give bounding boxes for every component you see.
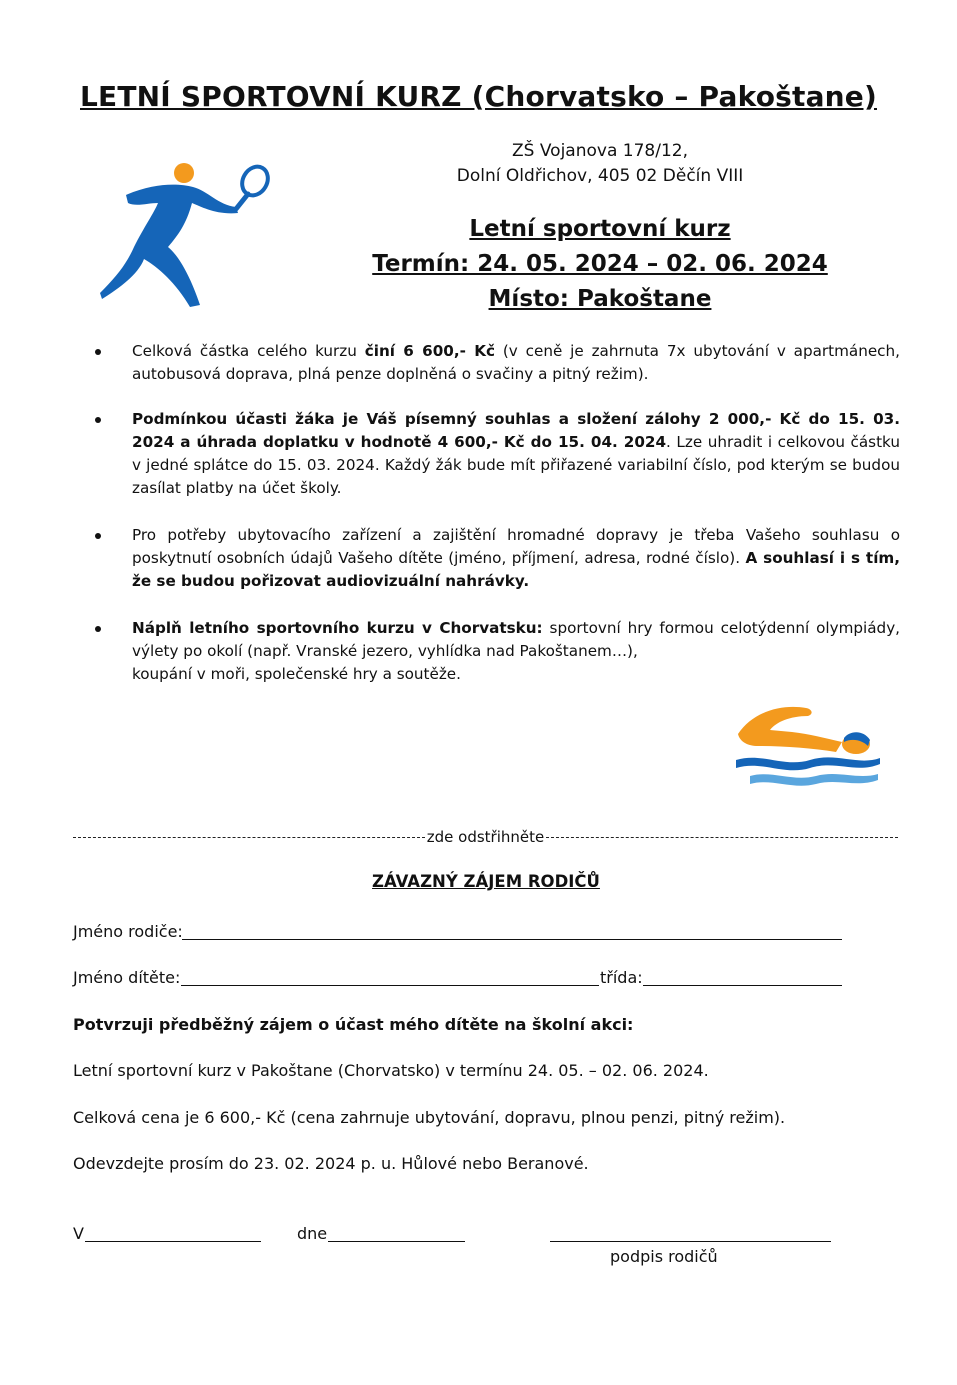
event-name: Letní sportovní kurz (469, 216, 731, 242)
bullet-text-bold: A souhlasí i s tím, že se budou pořizovat audiovizuální nahrávky. (132, 549, 900, 591)
place-field[interactable] (85, 1241, 261, 1242)
bullet-text: Celková částka celého kurzu (132, 342, 365, 360)
parent-name-label: Jméno rodiče: (73, 922, 183, 941)
bullet-icon (95, 349, 101, 355)
signature-label: podpis rodičů (610, 1247, 718, 1266)
event-term: Termín: 24. 05. 2024 – 02. 06. 2024 (372, 251, 828, 277)
dashed-divider (546, 837, 898, 838)
course-text: Letní sportovní kurz v Pakoštane (Chorvatsko) v termínu 24. 05. – 02. 06. 2024. (73, 1061, 709, 1080)
list-item (95, 524, 900, 594)
cut-label: zde odstřihněte (426, 828, 545, 846)
bullet-text-bold: činí 6 600,- Kč (364, 342, 496, 360)
price-text: Celková cena je 6 600,- Kč (cena zahrnuje ubytování, dopravu, plnou penzi, pitný režim). (73, 1108, 786, 1127)
confirmation-text: Potvrzuji předběžný zájem o účast mého dítěte na školní akci: (73, 1015, 634, 1034)
child-name-label: Jméno dítěte: (73, 968, 181, 987)
list-item (95, 340, 900, 387)
bullet-icon (95, 417, 101, 423)
cut-line (73, 828, 898, 846)
event-place: Místo: Pakoštane (488, 286, 712, 312)
class-field[interactable] (643, 985, 842, 986)
deadline-text: Odevzdejte prosím do 23. 02. 2024 p. u. Hůlové nebo Beranové. (73, 1154, 589, 1173)
bullet-text: (v ceně je zahrnuta 7x ubytování v apartmánech, autobusová doprava, plná penze doplněná o svačiny a pitný režim). (132, 342, 900, 384)
date-field[interactable] (328, 1241, 465, 1242)
parent-name-field[interactable] (182, 939, 842, 940)
bullet-text-bold: Podmínkou účasti žáka je Váš písemný souhlas a složení zálohy 2 000,- Kč do 15. 03. 2024 a úhrada doplatku v hodnotě 4 600,- Kč do 15. 04. 2024 (132, 409, 900, 451)
swimmer-icon (732, 704, 884, 796)
child-name-field[interactable] (181, 985, 599, 986)
bullet-text: Pro potřeby ubytovacího zařízení a zajištění hromadné dopravy je třeba Vašeho souhlasu o poskytnutí osobních údajů Vašeho dítěte (jméno, příjmení, adresa, rodné číslo). (132, 525, 900, 568)
bullet-icon (95, 533, 101, 539)
place-label: V (73, 1224, 84, 1243)
info-list (95, 340, 900, 687)
bullet-text: . Lze uhradit i celkovou částku v jedné splátce do 15. 03. 2024. Každý žák bude mít přiřazené variabilní číslo, pod kterým se budou zasílat platby na účet školy. (132, 432, 900, 498)
bullet-text: sportovní hry formou celotýdenní olympiády, výlety po okolí (např. Vranské jezero, vyhlídka nad Pakoštanem…), (132, 618, 901, 660)
form-title: ZÁVAZNÝ ZÁJEM RODIČŮ (372, 872, 600, 891)
signature-field[interactable] (550, 1241, 831, 1242)
date-label: dne (297, 1224, 328, 1243)
bullet-text: koupání v moři, společenské hry a soutěže. (132, 665, 461, 684)
tennis-player-icon (98, 155, 278, 315)
list-item (95, 408, 900, 501)
dashed-divider (73, 837, 425, 838)
school-address-line1: ZŠ Vojanova 178/12, (512, 141, 688, 161)
school-address-line2: Dolní Oldřichov, 405 02 Děčín VIII (456, 166, 744, 186)
list-item (95, 617, 900, 687)
bullet-icon (95, 626, 101, 632)
page-title: LETNÍ SPORTOVNÍ KURZ (Chorvatsko – Pakoštane) (80, 80, 877, 113)
bullet-text-bold: Náplň letního sportovního kurzu v Chorvatsku: (132, 618, 543, 637)
class-label: třída: (600, 968, 643, 987)
